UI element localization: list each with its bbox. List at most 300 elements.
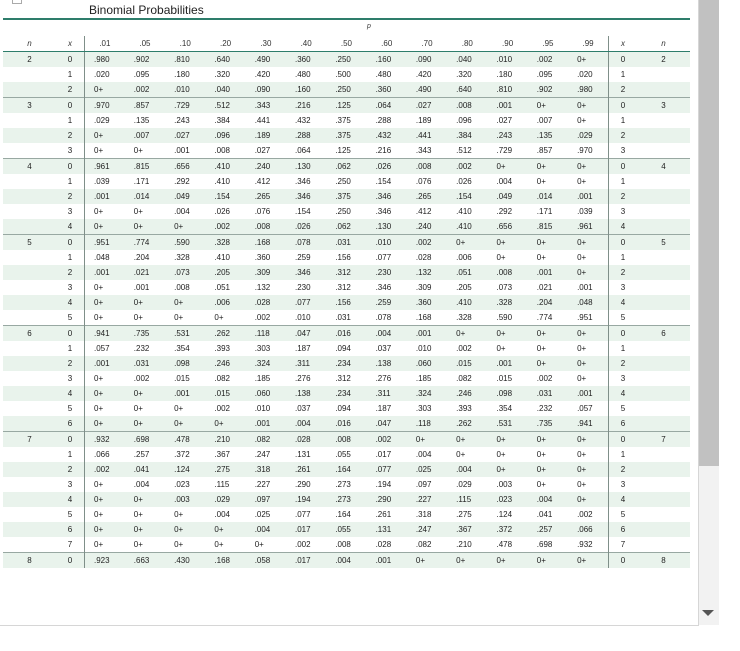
prob-cell: .372 bbox=[174, 449, 190, 459]
prob-cell: .095 bbox=[536, 69, 553, 79]
header-x-right: x bbox=[609, 36, 638, 52]
prob-cell: .168 bbox=[246, 235, 286, 251]
prob-cell: .010 bbox=[487, 52, 527, 68]
prob-cell: .010 bbox=[165, 82, 205, 98]
table-row bbox=[3, 113, 690, 128]
prob-cell: .002 bbox=[456, 343, 472, 353]
n-cell bbox=[3, 522, 56, 537]
x-cell: 3 bbox=[56, 204, 85, 219]
prob-cell: 0+ bbox=[487, 159, 527, 175]
prob-cell: .384 bbox=[447, 128, 487, 143]
prob-cell: .028 bbox=[246, 295, 286, 310]
prob-cell: .002 bbox=[536, 373, 553, 383]
x-cell: 3 bbox=[56, 371, 85, 386]
prob-cell: .002 bbox=[577, 509, 593, 519]
n-cell bbox=[3, 280, 56, 295]
prob-cell: .049 bbox=[165, 189, 205, 204]
prob-cell: .312 bbox=[335, 373, 351, 383]
x-cell: 0 bbox=[56, 98, 85, 114]
prob-cell: .410 bbox=[214, 252, 230, 262]
table-row bbox=[3, 341, 690, 356]
prob-cell: 0+ bbox=[577, 373, 587, 383]
prob-cell: 0+ bbox=[85, 128, 125, 143]
prob-cell: .055 bbox=[335, 449, 351, 459]
prob-cell: .001 bbox=[487, 356, 527, 371]
prob-cell: .040 bbox=[447, 52, 487, 68]
prob-cell: .078 bbox=[375, 312, 392, 322]
prob-cell: .375 bbox=[335, 115, 351, 125]
prob-cell: .393 bbox=[456, 403, 472, 413]
table-row bbox=[3, 553, 690, 569]
prob-cell: .008 bbox=[487, 265, 527, 280]
prob-cell: .010 bbox=[367, 235, 407, 251]
table-row bbox=[3, 492, 690, 507]
prob-cell: .008 bbox=[214, 145, 230, 155]
prob-cell: .026 bbox=[214, 206, 230, 216]
table-row bbox=[3, 219, 690, 235]
prob-cell: .060 bbox=[407, 356, 447, 371]
prob-cell: 0+ bbox=[528, 98, 568, 114]
prob-cell: .311 bbox=[367, 386, 407, 401]
prob-cell: 0+ bbox=[568, 52, 608, 68]
prob-cell: .131 bbox=[367, 522, 407, 537]
n-cell-right bbox=[637, 219, 690, 235]
prob-cell: 0+ bbox=[568, 356, 608, 371]
prob-cell: 0+ bbox=[568, 265, 608, 280]
prob-cell: .001 bbox=[85, 356, 125, 371]
prob-cell: .951 bbox=[85, 235, 125, 251]
prob-cell: .025 bbox=[407, 462, 447, 477]
n-cell bbox=[3, 174, 56, 189]
prob-cell: .082 bbox=[415, 539, 432, 549]
prob-cell: .346 bbox=[286, 265, 326, 280]
prob-cell: .420 bbox=[415, 69, 432, 79]
prob-cell: .160 bbox=[286, 82, 326, 98]
prob-cell: .135 bbox=[133, 115, 150, 125]
table-row bbox=[3, 159, 690, 175]
n-cell-right bbox=[637, 356, 690, 371]
header-p-value: .60 bbox=[367, 36, 407, 52]
prob-cell: .640 bbox=[447, 82, 487, 98]
prob-cell: .002 bbox=[125, 82, 165, 98]
prob-cell: .288 bbox=[286, 128, 326, 143]
prob-cell: .066 bbox=[568, 522, 608, 537]
prob-cell: .275 bbox=[456, 509, 472, 519]
prob-cell: .037 bbox=[375, 343, 392, 353]
n-cell-right bbox=[637, 174, 690, 189]
prob-cell: 0+ bbox=[528, 356, 568, 371]
prob-cell: .590 bbox=[165, 235, 205, 251]
x-cell-right: 0 bbox=[609, 98, 638, 114]
prob-cell: .941 bbox=[568, 416, 608, 432]
prob-cell: .262 bbox=[205, 326, 245, 342]
n-cell-right bbox=[637, 250, 690, 265]
prob-cell: .031 bbox=[335, 312, 351, 322]
x-cell: 4 bbox=[56, 386, 85, 401]
prob-cell: .189 bbox=[415, 115, 432, 125]
n-cell bbox=[3, 341, 56, 356]
prob-cell: .257 bbox=[133, 449, 150, 459]
n-cell-right bbox=[637, 537, 690, 553]
prob-cell: .002 bbox=[85, 462, 125, 477]
prob-cell: 0+ bbox=[165, 416, 205, 432]
prob-cell: .204 bbox=[528, 295, 568, 310]
select-checkbox[interactable] bbox=[12, 0, 22, 4]
prob-cell: .010 bbox=[294, 312, 311, 322]
n-cell bbox=[3, 371, 56, 386]
n-cell-right bbox=[637, 128, 690, 143]
n-cell-right: 5 bbox=[637, 235, 690, 251]
prob-cell: .073 bbox=[165, 265, 205, 280]
table-row bbox=[3, 447, 690, 462]
prob-cell: .303 bbox=[254, 343, 271, 353]
prob-cell: .343 bbox=[415, 145, 432, 155]
prob-cell: .656 bbox=[487, 219, 527, 235]
prob-cell: .003 bbox=[165, 492, 205, 507]
x-cell-right: 7 bbox=[609, 537, 638, 553]
prob-cell: .096 bbox=[205, 128, 245, 143]
prob-cell: .729 bbox=[496, 145, 513, 155]
scrollbar-thumb[interactable] bbox=[699, 0, 719, 466]
prob-cell: 0+ bbox=[254, 539, 264, 549]
prob-cell: .531 bbox=[165, 326, 205, 342]
n-cell-right bbox=[637, 522, 690, 537]
prob-cell: 0+ bbox=[577, 252, 587, 262]
header-p-value: .95 bbox=[528, 36, 568, 52]
n-cell bbox=[3, 265, 56, 280]
header-p-value: .70 bbox=[407, 36, 447, 52]
prob-cell: .064 bbox=[294, 145, 311, 155]
prob-cell: .076 bbox=[254, 206, 271, 216]
prob-cell: .480 bbox=[375, 69, 392, 79]
prob-cell: 0+ bbox=[133, 403, 143, 413]
prob-cell: .040 bbox=[205, 82, 245, 98]
prob-cell: .130 bbox=[367, 219, 407, 235]
x-cell-right: 1 bbox=[609, 113, 638, 128]
prob-cell: 0+ bbox=[577, 343, 587, 353]
prob-cell: .017 bbox=[286, 553, 326, 569]
prob-cell: .028 bbox=[375, 539, 392, 549]
n-cell bbox=[3, 492, 56, 507]
n-cell-right bbox=[637, 371, 690, 386]
prob-cell: .774 bbox=[536, 312, 553, 322]
prob-cell: .004 bbox=[367, 326, 407, 342]
n-cell-right bbox=[637, 401, 690, 416]
header-p-value: .99 bbox=[568, 36, 608, 52]
x-cell: 0 bbox=[56, 235, 85, 251]
prob-cell: .001 bbox=[568, 386, 608, 401]
prob-cell: .016 bbox=[326, 416, 366, 432]
prob-cell: 0+ bbox=[125, 522, 165, 537]
table-row bbox=[3, 174, 690, 189]
prob-cell: .028 bbox=[415, 252, 432, 262]
prob-cell: .490 bbox=[246, 52, 286, 68]
prob-cell: .275 bbox=[205, 462, 245, 477]
prob-cell: .004 bbox=[447, 462, 487, 477]
n-cell bbox=[3, 113, 56, 128]
prob-cell: .292 bbox=[174, 176, 190, 186]
scroll-down-arrow-icon[interactable] bbox=[702, 610, 714, 616]
prob-cell: 0+ bbox=[577, 115, 587, 125]
prob-cell: .262 bbox=[447, 416, 487, 432]
prob-cell: .194 bbox=[375, 479, 392, 489]
prob-cell: .039 bbox=[577, 206, 593, 216]
prob-cell: .168 bbox=[205, 553, 245, 569]
prob-cell: .512 bbox=[205, 98, 245, 114]
prob-cell: .410 bbox=[447, 219, 487, 235]
header-p-value: .40 bbox=[286, 36, 326, 52]
header-n-right: n bbox=[637, 36, 690, 52]
prob-cell: 0+ bbox=[568, 432, 608, 448]
n-cell bbox=[3, 189, 56, 204]
x-cell-right: 1 bbox=[609, 341, 638, 356]
prob-cell: 0+ bbox=[568, 492, 608, 507]
x-cell-right: 0 bbox=[609, 326, 638, 342]
prob-cell: .303 bbox=[415, 403, 432, 413]
prob-cell: .118 bbox=[246, 326, 286, 342]
x-cell-right: 3 bbox=[609, 143, 638, 159]
prob-cell: .259 bbox=[294, 252, 311, 262]
prob-cell: .324 bbox=[407, 386, 447, 401]
prob-cell: .216 bbox=[375, 145, 392, 155]
prob-cell: .164 bbox=[335, 509, 351, 519]
n-cell: 7 bbox=[3, 432, 56, 448]
table-row bbox=[3, 250, 690, 265]
prob-cell: .902 bbox=[528, 82, 568, 98]
prob-cell: 0+ bbox=[536, 479, 546, 489]
prob-cell: 0+ bbox=[568, 98, 608, 114]
table-row bbox=[3, 295, 690, 310]
prob-cell: .051 bbox=[214, 282, 230, 292]
prob-cell: 0+ bbox=[205, 416, 245, 432]
prob-cell: .232 bbox=[536, 403, 553, 413]
prob-cell: .360 bbox=[254, 252, 271, 262]
vertical-scrollbar[interactable] bbox=[699, 0, 719, 625]
prob-cell: .031 bbox=[125, 356, 165, 371]
x-cell: 6 bbox=[56, 522, 85, 537]
n-cell-right bbox=[637, 341, 690, 356]
prob-cell: .354 bbox=[496, 403, 513, 413]
x-cell: 1 bbox=[56, 113, 85, 128]
prob-cell: .164 bbox=[326, 462, 366, 477]
prob-cell: .154 bbox=[447, 189, 487, 204]
prob-cell: .328 bbox=[487, 295, 527, 310]
prob-cell: .017 bbox=[375, 449, 392, 459]
n-cell-right bbox=[637, 113, 690, 128]
prob-cell: .023 bbox=[174, 479, 190, 489]
prob-cell: .232 bbox=[133, 343, 150, 353]
prob-cell: .015 bbox=[205, 386, 245, 401]
prob-cell: .343 bbox=[246, 98, 286, 114]
x-cell-right: 6 bbox=[609, 522, 638, 537]
prob-cell: .246 bbox=[447, 386, 487, 401]
prob-cell: .265 bbox=[407, 189, 447, 204]
n-cell-right bbox=[637, 447, 690, 462]
n-cell bbox=[3, 250, 56, 265]
table-row bbox=[3, 462, 690, 477]
table-header-row bbox=[3, 36, 690, 52]
prob-cell: .006 bbox=[456, 252, 472, 262]
prob-cell: .324 bbox=[246, 356, 286, 371]
prob-cell: .346 bbox=[375, 282, 392, 292]
prob-cell: 0+ bbox=[214, 539, 224, 549]
header-p-value: .50 bbox=[326, 36, 366, 52]
prob-cell: 0+ bbox=[447, 553, 487, 569]
prob-cell: .346 bbox=[286, 189, 326, 204]
prob-cell: .168 bbox=[415, 312, 432, 322]
n-cell-right bbox=[637, 67, 690, 82]
prob-cell: 0+ bbox=[85, 82, 125, 98]
prob-cell: 0+ bbox=[528, 553, 568, 569]
prob-cell: .006 bbox=[205, 295, 245, 310]
prob-cell: .980 bbox=[568, 82, 608, 98]
prob-cell: 0+ bbox=[528, 326, 568, 342]
prob-cell: .094 bbox=[335, 343, 351, 353]
prob-cell: .017 bbox=[286, 522, 326, 537]
prob-cell: .932 bbox=[85, 432, 125, 448]
prob-cell: .028 bbox=[286, 432, 326, 448]
prob-cell: 0+ bbox=[407, 553, 447, 569]
page-title: Binomial Probabilities bbox=[89, 3, 204, 17]
prob-cell: .001 bbox=[246, 416, 286, 432]
table-row bbox=[3, 356, 690, 371]
prob-cell: .097 bbox=[246, 492, 286, 507]
prob-cell: .062 bbox=[326, 219, 366, 235]
x-cell-right: 2 bbox=[609, 82, 638, 98]
header-n: n bbox=[3, 36, 56, 52]
prob-cell: 0+ bbox=[94, 509, 104, 519]
table-row bbox=[3, 507, 690, 522]
x-cell: 0 bbox=[56, 159, 85, 175]
prob-cell: .980 bbox=[85, 52, 125, 68]
prob-cell: 0+ bbox=[174, 403, 184, 413]
prob-cell: .029 bbox=[568, 128, 608, 143]
n-cell-right: 8 bbox=[637, 553, 690, 569]
prob-cell: .185 bbox=[415, 373, 432, 383]
prob-cell: 0+ bbox=[85, 492, 125, 507]
n-cell bbox=[3, 128, 56, 143]
prob-cell: 0+ bbox=[456, 449, 466, 459]
prob-cell: 0+ bbox=[174, 509, 184, 519]
prob-cell: 0+ bbox=[536, 449, 546, 459]
table-row bbox=[3, 477, 690, 492]
prob-cell: .902 bbox=[125, 52, 165, 68]
prob-cell: .098 bbox=[487, 386, 527, 401]
prob-cell: .259 bbox=[367, 295, 407, 310]
prob-cell: .027 bbox=[254, 145, 271, 155]
prob-cell: .857 bbox=[125, 98, 165, 114]
prob-cell: 0+ bbox=[165, 295, 205, 310]
x-cell: 4 bbox=[56, 295, 85, 310]
x-cell: 0 bbox=[56, 52, 85, 68]
x-cell: 5 bbox=[56, 401, 85, 416]
prob-cell: .066 bbox=[94, 449, 110, 459]
prob-cell: .273 bbox=[326, 492, 366, 507]
prob-cell: .729 bbox=[165, 98, 205, 114]
prob-cell: 0+ bbox=[487, 326, 527, 342]
n-cell-right bbox=[637, 143, 690, 159]
prob-cell: .156 bbox=[335, 252, 351, 262]
prob-cell: .064 bbox=[367, 98, 407, 114]
prob-cell: 0+ bbox=[94, 539, 104, 549]
prob-cell: .500 bbox=[335, 69, 351, 79]
prob-cell: .138 bbox=[286, 386, 326, 401]
prob-cell: .115 bbox=[447, 492, 487, 507]
prob-cell: .008 bbox=[174, 282, 190, 292]
n-cell-right: 2 bbox=[637, 52, 690, 68]
prob-cell: .318 bbox=[246, 462, 286, 477]
n-cell-right: 3 bbox=[637, 98, 690, 114]
prob-cell: .372 bbox=[487, 522, 527, 537]
prob-cell: .234 bbox=[326, 386, 366, 401]
prob-cell: 0+ bbox=[133, 145, 143, 155]
prob-cell: .041 bbox=[536, 509, 553, 519]
prob-cell: 0+ bbox=[165, 219, 205, 235]
prob-cell: .171 bbox=[133, 176, 150, 186]
table-row bbox=[3, 432, 690, 448]
prob-cell: .432 bbox=[367, 128, 407, 143]
prob-cell: 0+ bbox=[536, 176, 546, 186]
prob-cell: .246 bbox=[205, 356, 245, 371]
prob-cell: .062 bbox=[326, 159, 366, 175]
prob-cell: .077 bbox=[375, 252, 392, 262]
header-p-value: .01 bbox=[85, 36, 125, 52]
prob-cell: 0+ bbox=[85, 219, 125, 235]
prob-cell: .090 bbox=[407, 52, 447, 68]
x-cell: 7 bbox=[56, 537, 85, 553]
prob-cell: .077 bbox=[367, 462, 407, 477]
x-cell-right: 0 bbox=[609, 159, 638, 175]
table-row bbox=[3, 204, 690, 219]
header-x: x bbox=[56, 36, 85, 52]
prob-cell: .097 bbox=[415, 479, 432, 489]
x-cell-right: 1 bbox=[609, 447, 638, 462]
prob-cell: .160 bbox=[367, 52, 407, 68]
prob-cell: .004 bbox=[174, 206, 190, 216]
title-divider bbox=[3, 18, 690, 20]
prob-cell: .001 bbox=[568, 189, 608, 204]
prob-cell: 0+ bbox=[407, 432, 447, 448]
prob-cell: .247 bbox=[407, 522, 447, 537]
prob-cell: .367 bbox=[214, 449, 230, 459]
header-p-value: .30 bbox=[246, 36, 286, 52]
prob-cell: .076 bbox=[415, 176, 432, 186]
prob-cell: .008 bbox=[407, 159, 447, 175]
prob-cell: .055 bbox=[326, 522, 366, 537]
prob-cell: 0+ bbox=[528, 235, 568, 251]
prob-cell: .410 bbox=[205, 159, 245, 175]
n-cell bbox=[3, 537, 56, 553]
prob-cell: .004 bbox=[528, 492, 568, 507]
table-row bbox=[3, 326, 690, 342]
prob-cell: .189 bbox=[246, 128, 286, 143]
prob-cell: .243 bbox=[174, 115, 190, 125]
n-cell-right bbox=[637, 189, 690, 204]
x-cell-right: 1 bbox=[609, 67, 638, 82]
n-cell-right bbox=[637, 280, 690, 295]
prob-cell: .216 bbox=[286, 98, 326, 114]
prob-cell: .041 bbox=[125, 462, 165, 477]
prob-cell: .815 bbox=[125, 159, 165, 175]
prob-cell: .292 bbox=[496, 206, 513, 216]
prob-cell: 0+ bbox=[536, 343, 546, 353]
x-cell-right: 0 bbox=[609, 52, 638, 68]
prob-cell: .007 bbox=[536, 115, 553, 125]
prob-cell: .014 bbox=[528, 189, 568, 204]
n-cell bbox=[3, 295, 56, 310]
prob-cell: 0+ bbox=[125, 219, 165, 235]
prob-cell: .932 bbox=[577, 539, 593, 549]
